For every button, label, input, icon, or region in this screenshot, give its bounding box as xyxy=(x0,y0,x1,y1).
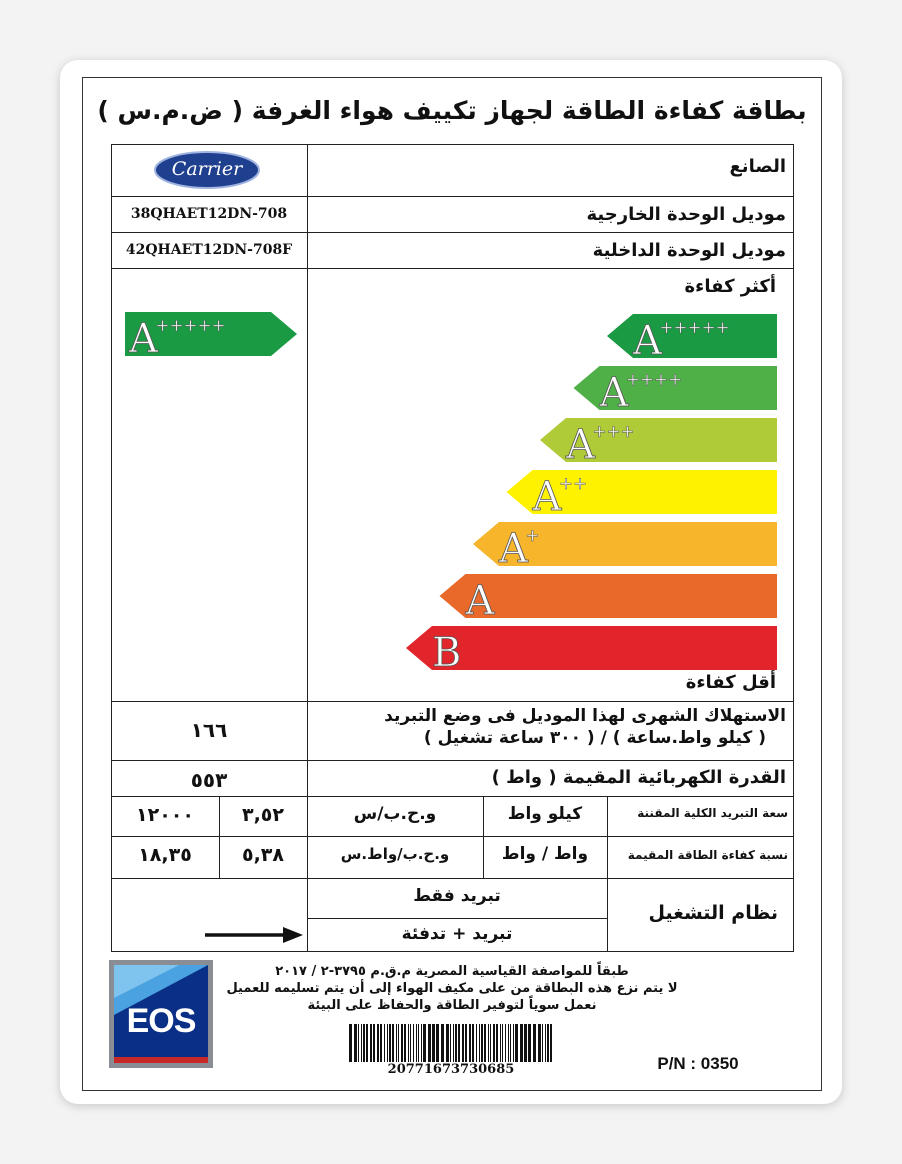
barcode-bar xyxy=(469,1024,471,1062)
manufacturer-label: الصانع xyxy=(729,156,786,177)
outdoor-model-label: موديل الوحدة الخارجية xyxy=(586,204,786,225)
barcode-bar xyxy=(545,1024,546,1062)
barcode-bar xyxy=(373,1024,375,1062)
operation-option-cooling: تبريد فقط xyxy=(413,886,501,906)
barcode-bar xyxy=(533,1024,536,1062)
operation-label: نظام التشغيل xyxy=(648,902,778,924)
efficiency-ratio-unit-w: واط / واط xyxy=(501,844,589,864)
barcode-bar xyxy=(349,1024,352,1062)
grid-line xyxy=(307,918,607,919)
barcode-bar xyxy=(404,1024,406,1062)
barcode-bar xyxy=(432,1024,435,1062)
label-grid xyxy=(111,144,794,1012)
barcode-bar xyxy=(380,1024,382,1062)
grid-line xyxy=(111,951,794,952)
carrier-logo-text: Carrier xyxy=(171,158,243,180)
barcode-bar xyxy=(550,1024,552,1062)
barcode-bar xyxy=(389,1024,391,1062)
barcode-bar xyxy=(538,1024,541,1062)
eos-logo-text: EOS xyxy=(126,1002,196,1040)
barcode-bar xyxy=(453,1024,454,1062)
barcode-bar xyxy=(465,1024,467,1062)
least-efficient-label: أقل كفاءة xyxy=(685,672,776,693)
indoor-model-label: موديل الوحدة الداخلية xyxy=(592,240,786,261)
class-0-plus: +++++ xyxy=(659,317,730,338)
barcode-number: 20771673730685 xyxy=(387,1062,515,1077)
barcode-bar xyxy=(515,1024,518,1062)
barcode-bar xyxy=(500,1024,501,1062)
barcode-bar xyxy=(547,1024,549,1062)
barcode-bar xyxy=(455,1024,457,1062)
barcode-bar xyxy=(392,1024,394,1062)
barcode-bar xyxy=(490,1024,491,1062)
barcode-bar xyxy=(366,1024,368,1062)
rated-class-plus: +++++ xyxy=(155,315,226,336)
barcode-bar xyxy=(528,1024,531,1062)
grid-line xyxy=(607,796,608,951)
cooling-capacity-unit-btu: و.ح.ب/س xyxy=(353,804,437,824)
barcode-bar xyxy=(496,1024,498,1062)
barcode-bar xyxy=(354,1024,357,1062)
part-number: P/N : 0350 xyxy=(657,1054,739,1073)
monthly-consumption-label-1: الاستهلاك الشهرى لهذا الموديل فى وضع التبريد xyxy=(384,706,786,726)
class-1-letter: A xyxy=(599,370,629,416)
barcode-bar xyxy=(505,1024,506,1062)
barcode-bar xyxy=(508,1024,509,1062)
rated-power-label: القدرة الكهربائية المقيمة ( واط ) xyxy=(491,767,786,788)
footer-warning-line: لا يتم نزع هذه البطاقة من على مكيف الهواء إلى أن يتم تسليمه للعميل xyxy=(226,981,678,996)
barcode-bar xyxy=(387,1024,388,1062)
barcode-bar xyxy=(450,1024,451,1062)
cooling-capacity-value-kw: ٣,٥٢ xyxy=(241,804,284,826)
barcode-bar xyxy=(436,1024,439,1062)
barcode-bar xyxy=(401,1024,403,1062)
barcode-bar xyxy=(423,1024,426,1062)
class-6-letter: B xyxy=(432,630,462,676)
barcode-bar xyxy=(484,1024,486,1062)
barcode xyxy=(347,1024,555,1062)
rated-power-value: ٥٥٣ xyxy=(190,768,228,792)
most-efficient-label: أكثر كفاءة xyxy=(684,276,776,297)
class-1-plus: ++++ xyxy=(625,369,683,390)
barcode-bar xyxy=(458,1024,460,1062)
barcode-bar xyxy=(479,1024,480,1062)
class-arrow-6 xyxy=(406,626,777,670)
class-4-plus: + xyxy=(525,525,540,546)
barcode-bar xyxy=(416,1024,417,1062)
barcode-bar xyxy=(396,1024,397,1062)
cooling-capacity-unit-kw: كيلو واط xyxy=(507,804,583,824)
energy-label xyxy=(82,77,822,1091)
class-4-letter: A xyxy=(499,526,528,572)
barcode-bar xyxy=(493,1024,495,1062)
class-2-letter: A xyxy=(566,422,595,468)
label-title: بطاقة كفاءة الطاقة لجهاز تكييف هواء الغرفة ( ض.م.س ) xyxy=(97,96,807,125)
barcode-bar xyxy=(421,1024,422,1062)
class-2-plus: +++ xyxy=(592,421,635,442)
barcode-bar xyxy=(488,1024,489,1062)
barcode-bar xyxy=(520,1024,523,1062)
class-3-letter: A xyxy=(532,474,562,520)
class-0-letter: A xyxy=(633,318,662,364)
efficiency-ratio-value-btu: ١٨,٣٥ xyxy=(138,844,192,866)
cooling-capacity-label: سعة التبريد الكلية المقننة xyxy=(637,806,788,820)
barcode-bar xyxy=(524,1024,527,1062)
barcode-bar xyxy=(413,1024,414,1062)
barcode-bar xyxy=(428,1024,431,1062)
barcode-bar xyxy=(472,1024,474,1062)
barcode-bar xyxy=(502,1024,503,1062)
barcode-bar xyxy=(513,1024,514,1062)
barcode-bar xyxy=(408,1024,409,1062)
barcode-bar xyxy=(377,1024,379,1062)
selected-arrow-icon xyxy=(111,144,311,951)
barcode-bar xyxy=(384,1024,385,1062)
monthly-consumption-value: ١٦٦ xyxy=(190,718,228,742)
barcode-bar xyxy=(370,1024,372,1062)
barcode-bar xyxy=(398,1024,399,1062)
barcode-bar xyxy=(361,1024,362,1062)
footer-slogan-line: نعمل سوياً لتوفير الطاقة والحفاظ على البيئة xyxy=(307,998,597,1013)
footer-standard-line: طبقاً للمواصفة القياسية المصرية م.ق.م ٣٧٩٥-٢ / ٢٠١٧ xyxy=(275,964,629,979)
barcode-bar xyxy=(410,1024,411,1062)
barcode-bar xyxy=(441,1024,444,1062)
barcode-bar xyxy=(363,1024,365,1062)
eos-logo xyxy=(109,960,213,1068)
monthly-consumption-label-2: ( كيلو واط.ساعة ) / ( ٣٠٠ ساعة تشغيل ) xyxy=(423,728,766,748)
class-5-letter: A xyxy=(465,578,495,624)
indoor-model-value: 42QHAET12DN-708F xyxy=(125,242,293,258)
operation-option-heatpump: تبريد + تدفئة xyxy=(401,924,513,944)
efficiency-ratio-unit-btu: و.ح.ب/واط.س xyxy=(340,845,450,863)
barcode-bar xyxy=(418,1024,419,1062)
barcode-bar xyxy=(542,1024,543,1062)
efficiency-ratio-label: نسبة كفاءة الطاقة المقيمة xyxy=(627,848,788,862)
rated-class-letter: A xyxy=(129,316,158,362)
barcode-bar xyxy=(481,1024,483,1062)
barcode-bar xyxy=(510,1024,511,1062)
outdoor-model-value: 38QHAET12DN-708 xyxy=(130,206,288,222)
class-3-plus: ++ xyxy=(558,473,588,494)
barcode-bar xyxy=(476,1024,477,1062)
efficiency-ratio-value-w: ٥,٣٨ xyxy=(241,844,284,866)
cooling-capacity-value-btu: ١٢٠٠٠ xyxy=(136,804,194,826)
barcode-bar xyxy=(446,1024,449,1062)
barcode-bar xyxy=(462,1024,464,1062)
barcode-bar xyxy=(358,1024,359,1062)
